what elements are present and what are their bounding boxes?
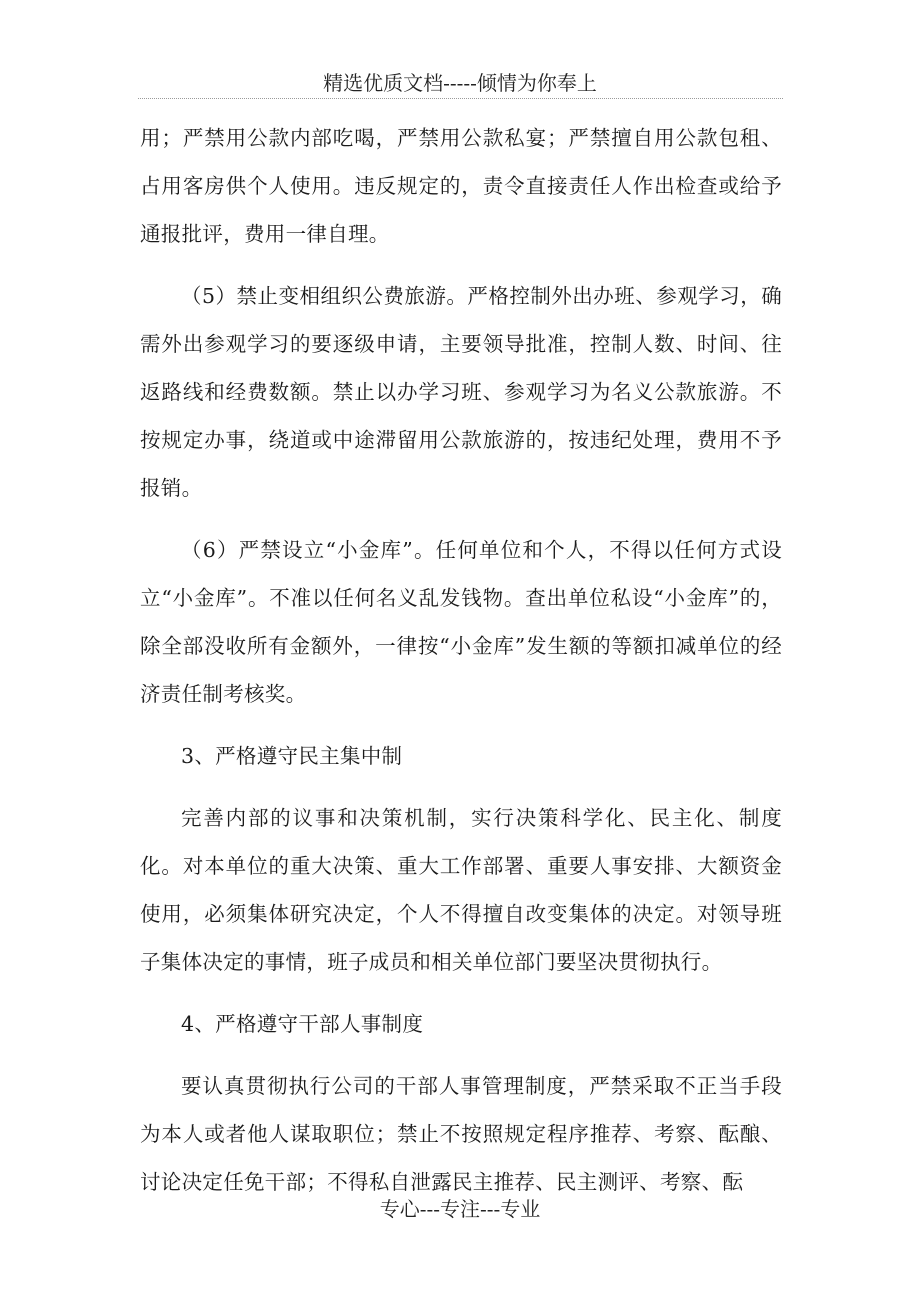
paragraph-section-3: 完善内部的议事和决策机制，实行决策科学化、民主化、制度化。对本单位的重大决策、重大工作部署、重要人事安排、大额资金使用，必须集体研究决定，个人不得擅自改变集体的决定。对领导班子集体决定的事情，班子成员和相关单位部门要坚决贯彻执行。 bbox=[140, 806, 782, 974]
header-divider bbox=[138, 98, 783, 99]
paragraph-item-6: （6）严禁设立“小金库”。任何单位和个人，不得以任何方式设立“小金库”。不准以任何名义乱发钱物。查出单位私设“小金库”的，除全部没收所有金额外，一律按“小金库”发生额的等额扣减单位的经济责任制考核奖。 bbox=[140, 538, 782, 706]
paragraph-continuation: 用；严禁用公款内部吃喝，严禁用公款私宴；严禁擅自用公款包租、占用客房供个人使用。违反规定的，责令直接责任人作出检查或给予通报批评，费用一律自理。 bbox=[140, 126, 782, 246]
paragraph-section-4: 要认真贯彻执行公司的干部人事管理制度，严禁采取不正当手段为本人或者他人谋取职位；禁止不按照规定程序推荐、考察、酝酿、讨论决定任免干部；不得私自泄露民主推荐、民主测评、考察、酝 bbox=[140, 1074, 782, 1194]
section-heading-4: 4、严格遵守干部人事制度 bbox=[181, 1012, 424, 1036]
paragraph-item-5: （5）禁止变相组织公费旅游。严格控制外出办班、参观学习，确需外出参观学习的要逐级申请，主要领导批准，控制人数、时间、往返路线和经费数额。禁止以办学习班、参观学习为名义公款旅游。不按规定办事，绕道或中途滞留用公款旅游的，按违纪处理，费用不予报销。 bbox=[140, 284, 782, 500]
document-body bbox=[140, 114, 782, 1206]
section-heading-3: 3、严格遵守民主集中制 bbox=[181, 744, 403, 768]
page-header: 精选优质文档-----倾情为你奉上 bbox=[323, 71, 597, 95]
page-footer: 专心---专注---专业 bbox=[379, 1197, 541, 1221]
